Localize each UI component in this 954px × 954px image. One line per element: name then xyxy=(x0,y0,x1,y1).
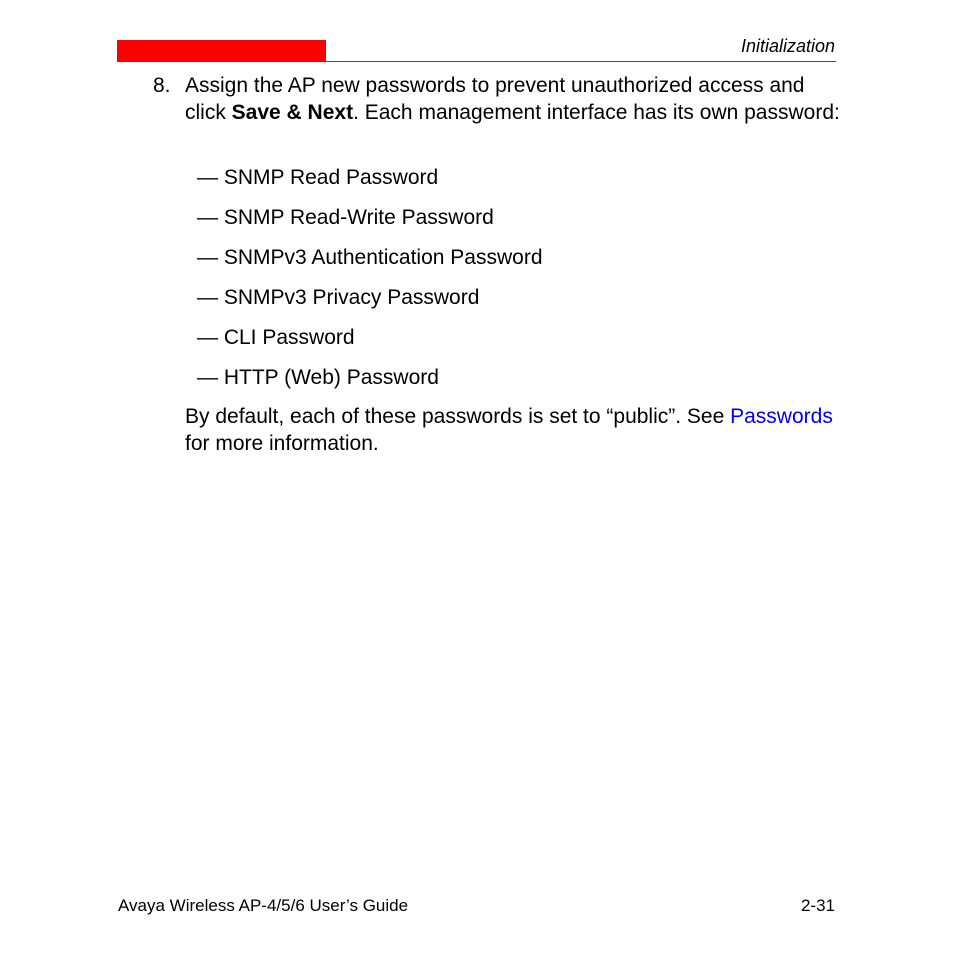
default-password-note xyxy=(185,404,835,457)
header-accent-bar xyxy=(117,40,326,61)
password-list-item: — SNMP Read Password xyxy=(197,166,439,189)
password-list-item: — CLI Password xyxy=(197,326,355,349)
password-list-item: — HTTP (Web) Password xyxy=(197,366,439,389)
passwords-link[interactable]: Passwords xyxy=(730,405,833,428)
password-list-item: — SNMP Read-Write Password xyxy=(197,206,494,229)
footer-page-number: 2-31 xyxy=(800,896,835,915)
step-text xyxy=(185,73,845,126)
save-next-label: Save & Next xyxy=(231,100,354,124)
step-text-after: . Each management interface has its own password: xyxy=(353,100,840,124)
footer-guide-title: Avaya Wireless AP-4/5/6 User’s Guide xyxy=(118,896,409,915)
password-list xyxy=(197,165,543,405)
step-text-before: Assign the AP new passwords to prevent unauthorized access and click xyxy=(185,74,805,124)
header-rule xyxy=(117,61,836,62)
section-title: Initialization xyxy=(740,36,835,56)
note-text-before: By default, each of these passwords is set to “public”. See xyxy=(185,405,731,428)
note-text-after: for more information. xyxy=(185,431,379,455)
password-list-item: — SNMPv3 Privacy Password xyxy=(197,286,480,309)
step-8 xyxy=(153,73,843,126)
password-list-item: — SNMPv3 Authentication Password xyxy=(197,246,543,269)
step-number: 8. xyxy=(153,74,171,97)
